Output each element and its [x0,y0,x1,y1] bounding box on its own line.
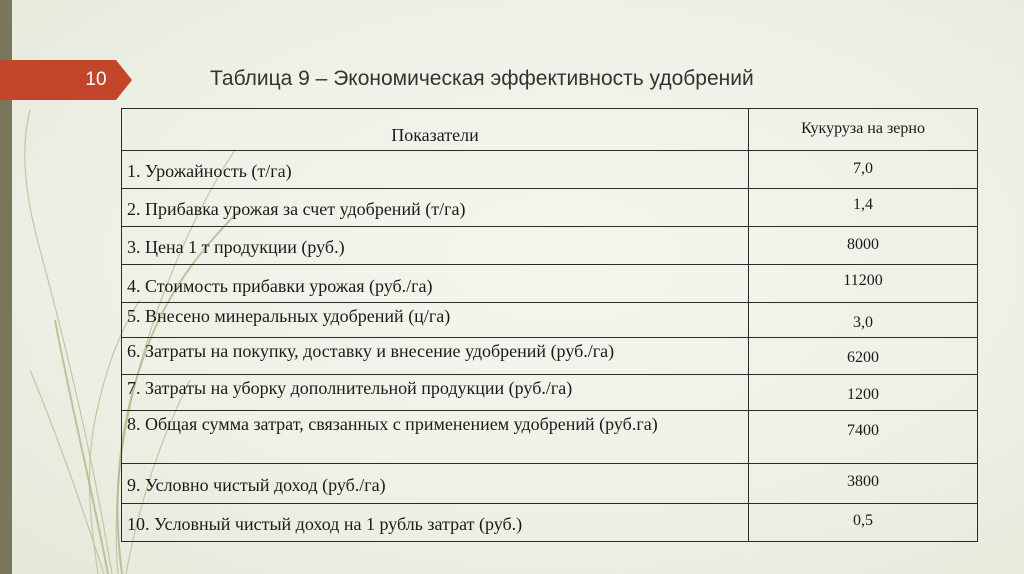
table-row [122,338,978,375]
slide-title: Таблица 9 – Экономическая эффективность удобрений [210,67,754,90]
row-value: 1,4 [749,189,978,227]
table-row [122,464,978,504]
row-label: 4. Стоимость прибавки урожая (руб./га) [122,265,749,303]
row-value: 0,5 [749,504,978,542]
efficiency-table [121,108,978,542]
table-row [122,265,978,303]
slide-number: 10 [85,69,107,90]
table-row [122,189,978,227]
row-value: 11200 [749,265,978,303]
row-value: 8000 [749,227,978,265]
row-label: 5. Внесено минеральных удобрений (ц/га) [122,303,749,338]
table-row [122,227,978,265]
row-label: 2. Прибавка урожая за счет удобрений (т/га) [122,189,749,227]
row-label: 7. Затраты на уборку дополнительной продукции (руб./га) [122,375,749,411]
header-indicators: Показатели [122,109,749,151]
table-row [122,151,978,189]
row-label: 10. Условный чистый доход на 1 рубль затрат (руб.) [122,504,749,542]
table-row [122,303,978,338]
row-value: 7400 [749,411,978,464]
row-value: 1200 [749,375,978,411]
row-value: 7,0 [749,151,978,189]
row-label: 9. Условно чистый доход (руб./га) [122,464,749,504]
row-value: 6200 [749,338,978,375]
table-row [122,504,978,542]
row-label: 3. Цена 1 т продукции (руб.) [122,227,749,265]
table-header-row [122,109,978,151]
table-row [122,375,978,411]
row-label: 8. Общая сумма затрат, связанных с применением удобрений (руб.га) [122,411,749,464]
row-value: 3800 [749,464,978,504]
row-label: 6. Затраты на покупку, доставку и внесение удобрений (руб./га) [122,338,749,375]
table-row [122,411,978,464]
row-value: 3,0 [749,303,978,338]
row-label: 1. Урожайность (т/га) [122,151,749,189]
header-corn-grain: Кукуруза на зерно [749,109,978,151]
